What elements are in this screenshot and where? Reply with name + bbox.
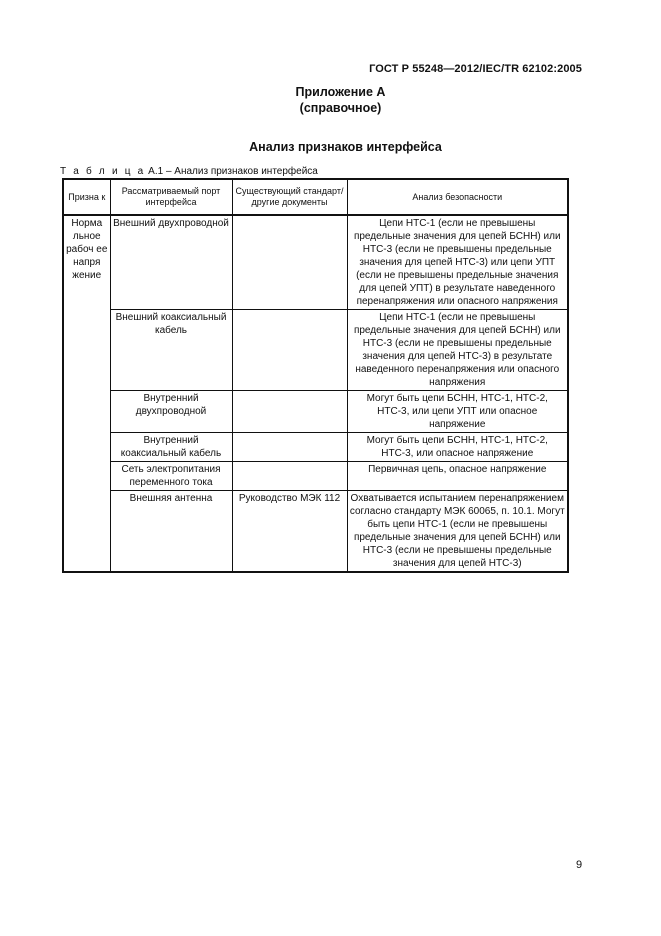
analysis-cell: Цепи НТС-1 (если не превышены предельные значения для цепей БСНН) или НТС-3 (если не превышены предельные значения для цепей НТС-3) или цепи УПТ (если не превышены предельные значения для цепей УПТ) в результате наведенного перенапряжения или опасного напряжения (347, 215, 568, 310)
port-cell: Внешний коаксиальный кабель (110, 310, 232, 391)
docs-cell (232, 391, 347, 433)
docs-cell (232, 462, 347, 491)
table-row (63, 310, 568, 391)
port-cell: Внутренний коаксиальный кабель (110, 433, 232, 462)
port-cell: Внутренний двухпроводной (110, 391, 232, 433)
table-caption-text: А.1 – Анализ признаков интерфейса (145, 166, 318, 177)
header-port: Рассматриваемый порт интерфейса (110, 179, 232, 215)
section-title: Анализ признаков интерфейса (249, 140, 442, 154)
table-row (63, 462, 568, 491)
table-header-row (63, 179, 568, 215)
header-feature: Призна к (63, 179, 110, 215)
page-number: 9 (576, 859, 583, 871)
analysis-cell: Охватывается испытанием перенапряжением согласно стандарту МЭК 60065, п. 10.1. Могут быть цепи НТС-1 (если не превышены предельные значения для цепей БСНН) или НТС-3 (если не превышены предельные значения для цепей НТС-3) (347, 491, 568, 573)
interface-analysis-table (62, 178, 569, 573)
appendix-title (0, 84, 661, 116)
docs-cell: Руководство МЭК 112 (232, 491, 347, 573)
port-cell: Внешняя антенна (110, 491, 232, 573)
feature-cell: Норма льное рабоч ее напря жение (63, 215, 110, 572)
analysis-cell: Могут быть цепи БСНН, НТС-1, НТС-2, НТС-3, или цепи УПТ или опасное напряжение (347, 391, 568, 433)
table-row (63, 391, 568, 433)
port-cell: Сеть электропитания переменного тока (110, 462, 232, 491)
analysis-cell: Первичная цепь, опасное напряжение (347, 462, 568, 491)
docs-cell (232, 215, 347, 310)
docs-cell (232, 433, 347, 462)
docs-cell (232, 310, 347, 391)
appendix-title-line1: Приложение А (295, 85, 386, 99)
port-cell: Внешний двухпроводной (110, 215, 232, 310)
table-caption-prefix: Т а б л и ц а (60, 166, 146, 177)
analysis-cell: Могут быть цепи БСНН, НТС-1, НТС-2, НТС-3, или опасное напряжение (347, 433, 568, 462)
document-standard-header: ГОСТ Р 55248—2012/IEC/TR 62102:2005 (369, 63, 582, 75)
table-caption (60, 166, 318, 177)
table-row (63, 433, 568, 462)
header-docs: Существующий стандарт/другие документы (232, 179, 347, 215)
analysis-cell: Цепи НТС-1 (если не превышены предельные значения для цепей БСНН) или НТС-3 (если не превышены предельные значения для цепей НТС-3) в результате наведенного перенапряжения или опасного напряжения (347, 310, 568, 391)
appendix-title-line2: (справочное) (299, 101, 382, 115)
table-row (63, 215, 568, 310)
header-analysis: Анализ безопасности (347, 179, 568, 215)
table-row (63, 491, 568, 573)
